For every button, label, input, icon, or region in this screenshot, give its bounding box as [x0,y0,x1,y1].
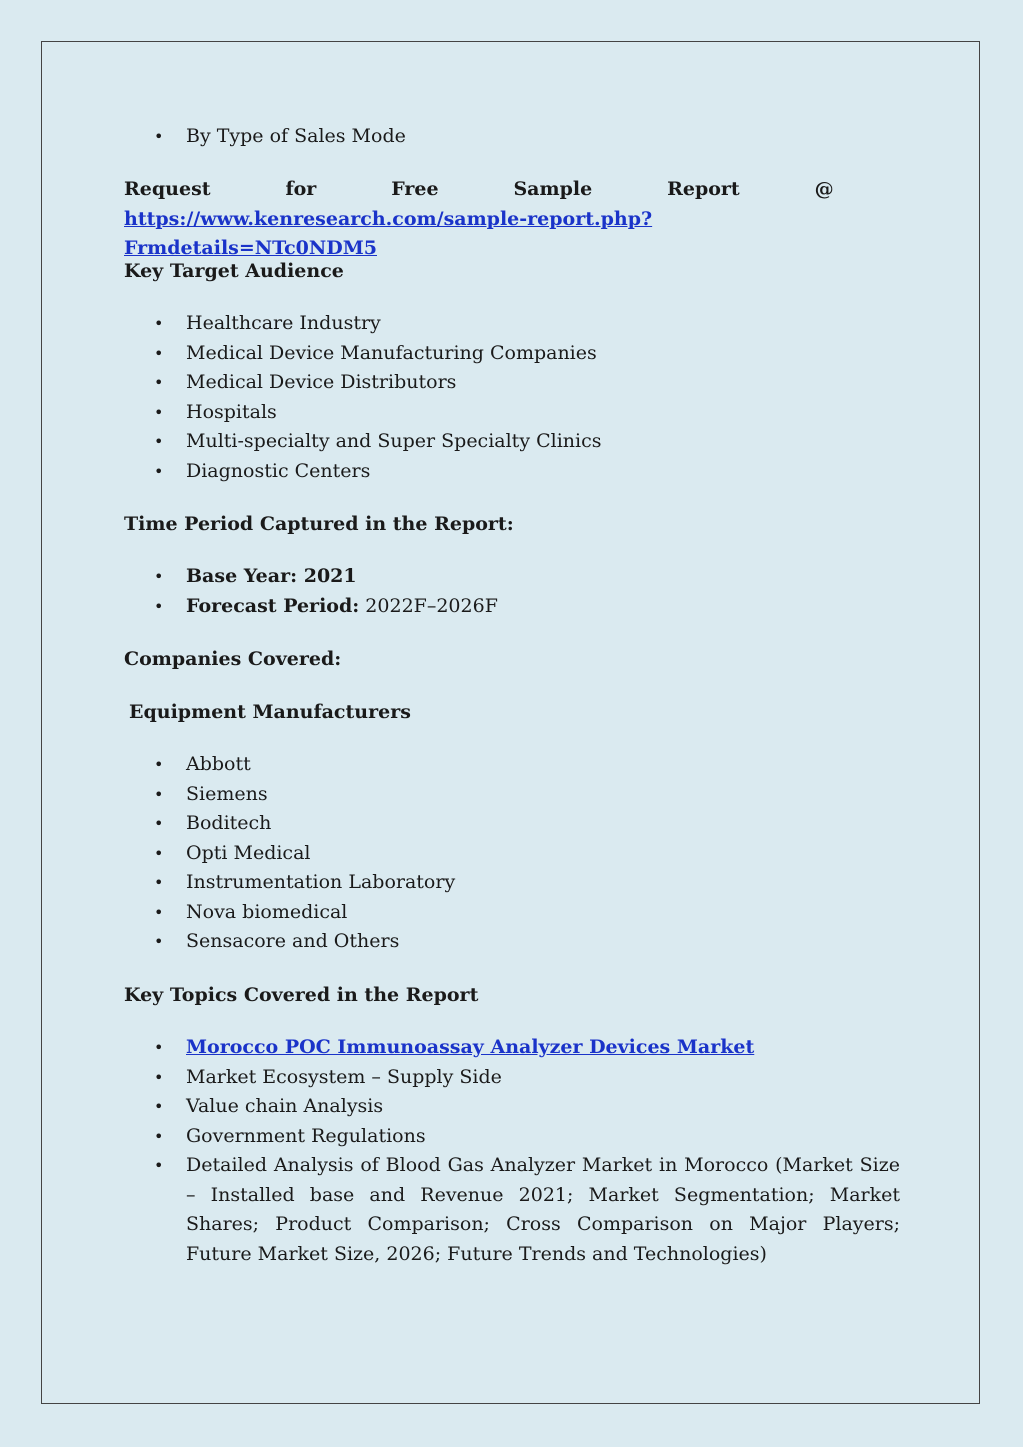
section-heading-companies: Companies Covered: [124,648,342,670]
section-heading-key-topics: Key Topics Covered in the Report [124,984,479,1006]
list-item: • Medical Device Manufacturing Companies [124,339,900,369]
list-item: • Sensacore and Others [124,927,900,957]
section-heading-time-period: Time Period Captured in the Report: [124,513,514,535]
sales-mode-list [124,122,900,152]
list-item: • Detailed Analysis of Blood Gas Analyzer Market in Morocco (Market Size – Installed base and Revenue 2021; Market Segmentation; Market Shares; Product Comparison; Cross Comparison on Major Players; Future Market Size, 2026; Future Trends and Technologies) [124,1151,900,1269]
list-item: • Medical Device Distributors [124,368,900,398]
request-sample-label: Request for Free Sample Report @ [124,178,834,200]
request-sample-paragraph [124,175,900,264]
audience-list [124,309,900,486]
time-period-list [124,562,900,621]
list-item: • Multi-specialty and Super Specialty Clinics [124,427,900,457]
list-item [124,1033,900,1063]
list-item: • Value chain Analysis [124,1092,900,1122]
sample-report-link[interactable]: https://www.kenresearch.com/sample-report.php?Frmdetails=NTc0NDM5 [124,207,653,259]
list-item: • Hospitals [124,398,900,428]
list-item [124,592,900,622]
list-item: • Opti Medical [124,839,900,869]
list-item: • Government Regulations [124,1122,900,1152]
list-item: • Nova biomedical [124,898,900,928]
companies-list [124,750,900,957]
list-item: • By Type of Sales Mode [124,122,900,152]
forecast-value: 2022F–2026F [359,594,498,617]
list-item: • Abbott [124,750,900,780]
list-item: • Instrumentation Laboratory [124,868,900,898]
key-topics-list [124,1033,900,1269]
market-report-link[interactable]: Morocco POC Immunoassay Analyzer Devices Market [186,1036,755,1058]
forecast-label: Forecast Period: [186,594,360,617]
list-item [124,562,900,592]
list-item: • Boditech [124,809,900,839]
subheading-equipment-manufacturers: Equipment Manufacturers [129,701,411,723]
list-item: • Market Ecosystem – Supply Side [124,1063,900,1093]
list-item: • Diagnostic Centers [124,457,900,487]
section-heading-audience: Key Target Audience [124,260,344,282]
list-item: • Healthcare Industry [124,309,900,339]
base-year: Base Year: 2021 [186,565,357,587]
list-item: • Siemens [124,780,900,810]
